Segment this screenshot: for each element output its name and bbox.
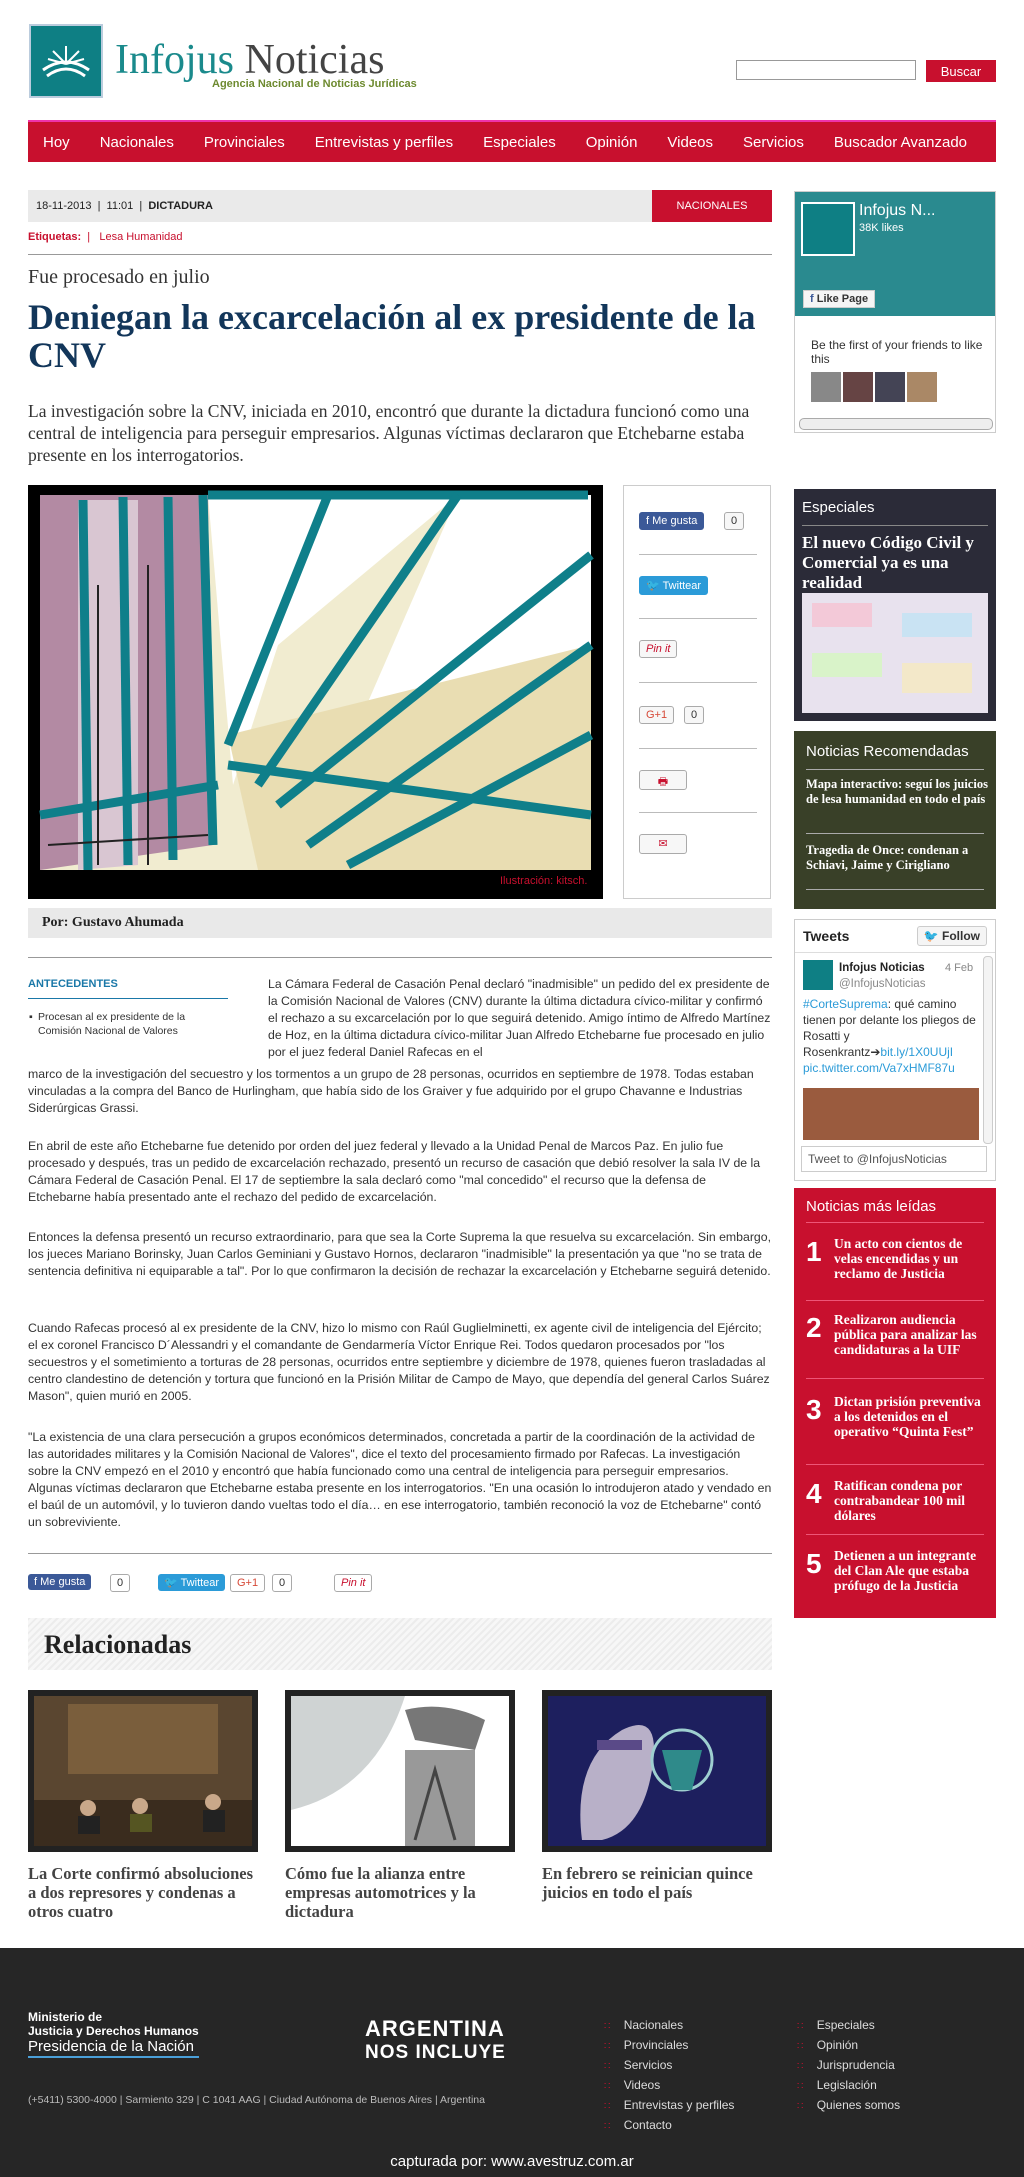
footer-link-servicios[interactable]: Servicios (623, 2058, 673, 2072)
rank-number-3: 3 (806, 1394, 822, 1425)
tweet-hashtag[interactable]: #CorteSuprema (803, 997, 888, 1011)
twitter-bird-icon: 🐦 (164, 1577, 178, 1589)
divider (806, 1300, 984, 1301)
search-button[interactable]: Buscar (926, 60, 996, 82)
bullet-icon: ∷ (604, 2061, 611, 2072)
divider (806, 833, 984, 834)
antecedentes-link[interactable]: ▪ Procesan al ex presidente de la Comisión Nacional de Valores (29, 1011, 186, 1037)
divider (639, 812, 757, 813)
argentina-logo[interactable]: ARGENTINA NOS INCLUYE (365, 2016, 506, 2063)
divider (806, 1534, 984, 1535)
fb-icon: f (646, 515, 650, 527)
nav-item-videos[interactable]: Videos (667, 133, 714, 151)
ministry-logo[interactable]: Ministerio de Justicia y Derechos Humanos Presidencia de la Nación (28, 2010, 199, 2058)
mas-leida-item-1[interactable]: Un acto con cientos de velas encendidas y un reclamo de Justicia (834, 1236, 963, 1281)
footer-link-especiales[interactable]: Especiales (816, 2018, 875, 2032)
divider (28, 254, 772, 255)
footer-link-videos[interactable]: Videos (623, 2078, 661, 2092)
tweet-link-2[interactable]: pic.twitter.com/Va7xHMF87u (803, 1061, 955, 1075)
tweets-header: Tweets (803, 928, 850, 944)
mas-leida-item-4[interactable]: Ratifican condena por contrabandear 100 mil dólares (834, 1478, 965, 1523)
tags-label: Etiquetas: (28, 231, 82, 243)
fb-like-button[interactable]: f Me gusta (639, 512, 704, 530)
search-input[interactable] (736, 60, 916, 80)
nav-item-buscador[interactable]: Buscador Avanzado (833, 133, 968, 151)
gplus-button[interactable]: G+1 (639, 706, 674, 724)
tweet-image[interactable] (803, 1088, 979, 1140)
fb-friend-avatars (811, 372, 937, 407)
fb-like-count: 0 (724, 512, 744, 530)
bullet-icon: ∷ (604, 2041, 611, 2052)
fb-like-button-bottom[interactable]: f Me gusta (28, 1574, 91, 1590)
pinit-button-bottom[interactable]: Pin it (334, 1574, 372, 1592)
fb-page-avatar[interactable] (801, 202, 855, 256)
bullet-icon: ∷ (604, 2081, 611, 2092)
article-paragraph-4: Cuando Rafecas procesó al ex presidente de la CNV, hizo lo mismo con Raúl Guglielminetti, ex agente civil de inteligencia del Ejército; el ex coronel Francisco D´Alessandri y el comandante de Gendarmería Víctor Enrique Rei. Todos quedaron procesados por "los secuestros y el sometimiento a torturas de 28 personas, ocurridos entre septiembre y diciembre de 1978, quienes fueron trasladadas al centro clandestino de detención y tortura que funcionó en la Prisión Militar de Campo de Mayo, que dependía del general Carlos Suárez Mason", quien murió en 2005. (28, 1321, 770, 1403)
article-paragraph-2: En abril de este año Etchebarne fue detenido por orden del juez federal y llevado a la Unidad Penal de Marcos Paz. En julio fue procesado y después, tras un pedido de excarcelación rechazado, presentó un recurso de casación que debió resolver la sala IV de la Cámara Federal de Casación Penal. El 17 de septiembre la sala declaró como "mal concedido" el recurso que la defensa de Etchebarne había presentado ante el rechazo del pedido de excarcelación. (28, 1139, 761, 1204)
section-tag[interactable]: NACIONALES (652, 190, 772, 222)
footer-col-1 (604, 2016, 734, 2136)
related-caption-1[interactable]: La Corte confirmó absoluciones a dos represores y condenas a otros cuatro (28, 1864, 254, 1921)
divider (806, 1378, 984, 1379)
especiales-image[interactable] (802, 593, 988, 713)
divider (802, 525, 988, 526)
main-nav (28, 120, 996, 162)
tweet-link-1[interactable]: bit.ly/1X0UUjI (880, 1045, 954, 1059)
rank-number-2: 2 (806, 1312, 822, 1343)
follow-button[interactable]: 🐦 Follow (917, 926, 987, 946)
facebook-widget (794, 191, 996, 433)
tweet-text: #CorteSuprema: qué camino tienen por delante los pliegos de Rosatti y Rosenkrantz➔bit.ly/1X0UUjI pic.twitter.com/Va7xHMF87u (803, 997, 976, 1075)
related-caption-2[interactable]: Cómo fue la alianza entre empresas automotrices y la dictadura (285, 1864, 476, 1921)
share-column (623, 485, 771, 899)
fb-icon: f (810, 293, 814, 305)
fb-likes-count: 38K likes (859, 222, 904, 234)
nav-item-hoy[interactable]: Hoy (43, 133, 70, 151)
recomendada-item-1[interactable]: Mapa interactivo: seguí los juicios de lesa humanidad en todo el país (806, 777, 988, 806)
divider (28, 957, 772, 958)
fb-page-name[interactable]: Infojus N... (859, 202, 936, 219)
related-image-3[interactable] (542, 1690, 772, 1852)
article-paragraph-5: "La existencia de una clara persecución a grupos económicos determinados, concretada a partir de la coordinación de la actividad de las autoridades militares y la Comisión Nacional de Valores", dice el texto del procesamiento firmado por Rafecas. La investigación sobre la CNV empezó en el 2010 y encontró que había funcionado como una central de inteligencia para perseguir empresarios. Algunas víctimas declararon que Etchebarne estaba presente en los interrogatorios. "En una ocasión lo introdujeron atado y vendado en el baúl de un automóvil, y lo tuvieron dando vueltas todo el día… en ese interrogatorio, también reconoció la voz de Etchebarne" contó un sobreviviente. (28, 1430, 772, 1529)
related-title: Relacionadas (44, 1630, 192, 1659)
brand-part-b: Noticias (244, 37, 385, 83)
nav-item-provinciales[interactable]: Provinciales (203, 133, 285, 151)
bullet-icon: ∷ (797, 2021, 804, 2032)
recomendadas-header[interactable]: Noticias Recomendadas (806, 743, 969, 760)
related-image-2[interactable] (285, 1690, 515, 1852)
gplus-count: 0 (684, 706, 704, 724)
bullet-icon: ∷ (604, 2021, 611, 2032)
footer-link-entrevistas[interactable]: Entrevistas y perfiles (623, 2098, 735, 2112)
tweets-widget (794, 919, 996, 1181)
capture-credit: capturada por: www.avestruz.com.ar (390, 2153, 634, 2170)
especiales-header[interactable]: Especiales (802, 499, 875, 516)
especiales-widget (794, 489, 996, 721)
divider (806, 1464, 984, 1465)
tweet-button[interactable]: 🐦 Twittear (639, 576, 708, 595)
bullet-icon: ∷ (797, 2101, 804, 2112)
footer-link-legislacion[interactable]: Legislación (816, 2078, 877, 2092)
gplus-count-bottom: 0 (272, 1574, 292, 1592)
bullet-icon: ∷ (604, 2121, 611, 2132)
article-paragraph-1a: La Cámara Federal de Casación Penal declaró "inadmisible" un pedido del ex presidente de la Comisión Nacional de Valores (CNV) durante la última dictadura cívico-militar y confirmó el rechazo a su excarcelación por lo que seguirá detenido. Amigo íntimo de Alfredo Martínez de Hoz, en la última dictadura cívico-militar Juan Alfredo Etchebarne fue procesado en julio por el juez federal Daniel Rafecas en el (268, 977, 771, 1059)
article-kicker: Fue procesado en julio (28, 266, 210, 288)
related-image-1[interactable] (28, 1690, 258, 1852)
divider (28, 1553, 772, 1554)
footer-link-provinciales[interactable]: Provinciales (623, 2038, 689, 2052)
fb-horizontal-scrollbar[interactable] (799, 418, 993, 430)
footer-link-jurisprudencia[interactable]: Jurisprudencia (816, 2058, 895, 2072)
article-date: 18-11-2013 (36, 200, 92, 212)
bullet-icon: ∷ (604, 2101, 611, 2112)
mas-leidas-header[interactable]: Noticias más leídas (806, 1198, 937, 1215)
divider (639, 682, 757, 683)
fb-friends-text: Be the first of your friends to like this (811, 338, 983, 366)
rank-number-1: 1 (806, 1236, 822, 1267)
tags-line: Etiquetas: | Lesa Humanidad (28, 231, 183, 243)
especiales-title[interactable]: El nuevo Código Civil y Comercial ya es una realidad (802, 533, 974, 592)
mas-leidas-widget (794, 1188, 996, 1618)
nav-item-especiales[interactable]: Especiales (483, 133, 556, 151)
nav-item-nacionales[interactable]: Nacionales (99, 133, 174, 151)
article-paragraph-1b: marco de la investigación del secuestro y los tormentos a un grupo de 28 personas, ocurridos en septiembre de 1978. Todas estaban vinculadas a la compra del Banco de Hurlingham, que había sido de los Graiver y fue adquirido por el grupo Chavanne e Industrias Siderúrgicas Grassi. (28, 1067, 754, 1115)
divider (639, 618, 757, 619)
bullet-icon: ▪ (29, 1011, 33, 1023)
tweet-avatar[interactable] (803, 960, 833, 990)
tag-link[interactable]: Lesa Humanidad (99, 231, 183, 243)
article-illustration (28, 485, 603, 899)
footer-link-quienes-somos[interactable]: Quienes somos (816, 2098, 901, 2112)
email-button[interactable] (639, 834, 687, 854)
pinit-button[interactable]: Pin it (639, 640, 677, 658)
mas-leida-item-5[interactable]: Detienen a un integrante del Clan Ale que estaba prófugo de la Justicia (834, 1548, 977, 1593)
bullet-icon: ∷ (797, 2061, 804, 2072)
article-meta: 18-11-2013 | 11:01 | DICTADURA (28, 190, 772, 222)
gplus-button-bottom[interactable]: G+1 (230, 1574, 265, 1592)
article-paragraph-3: Entonces la defensa presentó un recurso extraordinario, para que sea la Corte Suprema la que resuelva su excarcelación. Sin embargo, los jueces Mariano Borinsky, Juan Carlos Geminiani y Gustavo Hornos, declararon "inadmisible" la presentación ya que "no se trata de sentencia definitiva ni equiparable a tal". Por lo que confirmaron la decisión de rechazar la excarcelación y Etchebarne seguirá detenido. (28, 1230, 772, 1278)
byline: Por: Gustavo Ahumada (28, 908, 772, 938)
recomendada-item-2[interactable]: Tragedia de Once: condenan a Schiavi, Jaime y Cirigliano (806, 843, 969, 872)
bullet-icon: ∷ (797, 2041, 804, 2052)
divider (639, 554, 757, 555)
fb-like-count-bottom: 0 (110, 1574, 130, 1592)
mas-leida-item-2[interactable]: Realizaron audiencia pública para analizar las candidaturas a la UIF (834, 1312, 977, 1357)
tweet-user[interactable]: Infojus Noticias (839, 962, 925, 974)
printer-icon: 🖶 (657, 776, 669, 788)
tweet-compose-box[interactable]: Tweet to @InfojusNoticias (801, 1146, 987, 1172)
article-time: 11:01 (106, 200, 134, 212)
divider (28, 998, 228, 999)
fb-icon: f (34, 1576, 38, 1588)
divider (639, 748, 757, 749)
footer (0, 1948, 1024, 2177)
footer-link-contacto[interactable]: Contacto (623, 2118, 672, 2132)
tweet-button-bottom[interactable]: 🐦 Twittear (158, 1574, 225, 1591)
divider (795, 952, 995, 953)
antecedentes-title: ANTECEDENTES (28, 978, 118, 990)
brand-part-a: Infojus (115, 37, 234, 83)
footer-link-opinion[interactable]: Opinión (816, 2038, 859, 2052)
recomendadas-widget (794, 731, 996, 909)
fb-like-page-button[interactable]: f Like Page (803, 290, 875, 308)
mas-leida-item-3[interactable]: Dictan prisión preventiva a los detenidos en el operativo “Quinta Fest” (834, 1394, 981, 1439)
rank-number-5: 5 (806, 1548, 822, 1579)
article-lead: La investigación sobre la CNV, iniciada en 2010, encontró que durante la dictadura funcionó como una central de inteligencia para perseguir empresarios. Algunas víctimas declararon que Etchebarne estaba presente en los interrogatorios. (28, 401, 750, 465)
related-caption-3[interactable]: En febrero se reinician quince juicios en todo el país (542, 1864, 753, 1902)
nav-item-servicios[interactable]: Servicios (743, 133, 804, 151)
nav-item-opinion[interactable]: Opinión (585, 133, 638, 151)
footer-link-nacionales[interactable]: Nacionales (623, 2018, 684, 2032)
twitter-bird-icon: 🐦 (646, 580, 660, 592)
envelope-icon: ✉ (658, 838, 668, 850)
brand-name[interactable] (115, 36, 384, 84)
bullet-icon: ∷ (797, 2081, 804, 2092)
divider (806, 769, 984, 770)
divider (806, 889, 984, 890)
divider (806, 1222, 984, 1223)
rank-number-4: 4 (806, 1478, 822, 1509)
print-button[interactable] (639, 770, 687, 790)
footer-address: (+5411) 5300-4000 | Sarmiento 329 | C 1041 AAG | Ciudad Autónoma de Buenos Aires | Argentina (28, 2094, 485, 2106)
photo-caption: Ilustración: kitsch. (500, 875, 588, 887)
brand-subtitle: Agencia Nacional de Noticias Jurídicas (212, 78, 417, 90)
nav-item-entrevistas[interactable]: Entrevistas y perfiles (314, 133, 454, 151)
footer-col-2 (797, 2016, 900, 2116)
tweet-date[interactable]: 4 Feb (945, 962, 974, 974)
logo-icon[interactable] (29, 24, 103, 98)
article-category[interactable]: DICTADURA (148, 200, 213, 212)
tweets-scrollbar[interactable] (983, 956, 993, 1144)
article-headline: Deniegan la excarcelación al ex presidente de la CNV (28, 297, 756, 375)
twitter-bird-icon: 🐦 (923, 929, 939, 943)
tweet-handle[interactable]: @InfojusNoticias (839, 978, 926, 990)
